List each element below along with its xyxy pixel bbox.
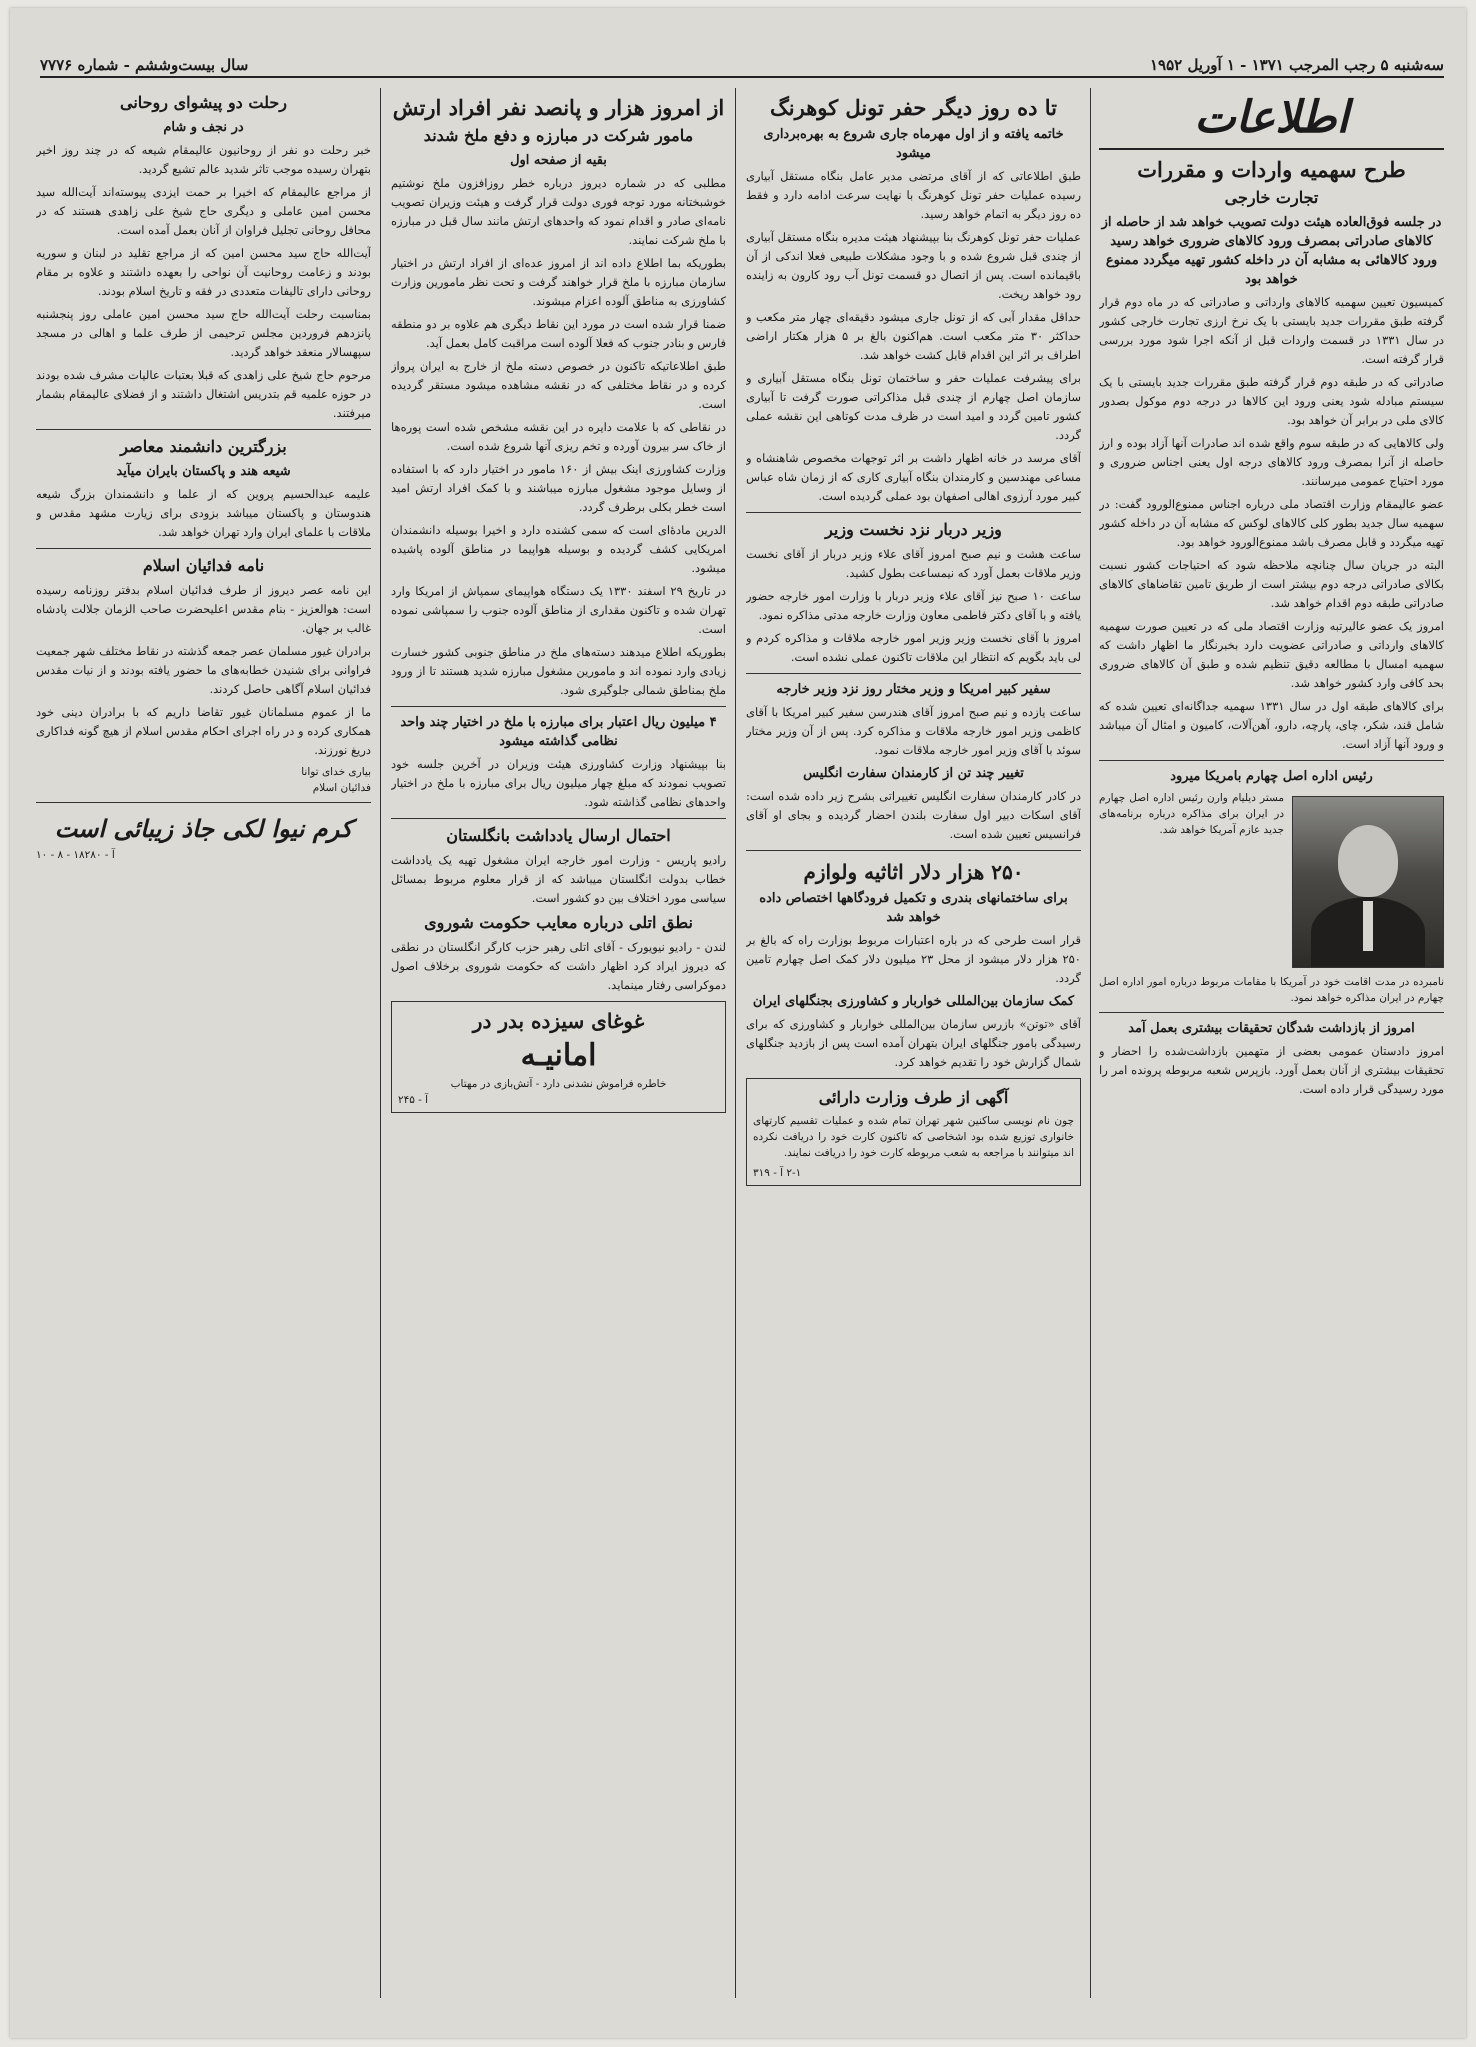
notice-body: چون نام نویسی ساکنین شهر تهران تمام شده و عملیات تقسیم کارتهای خانواری توزیع شده بود اشخاصی که تاکنون کارت خود را دریافت نکرده اند میتوانند با مراجعه به شعب مربوطه کارت خود را دریافت نمایند. <box>753 1115 1074 1159</box>
fadaiyan-paragraph: این نامه عصر دیروز از طرف فدائیان اسلام بدفتر روزنامه رسیده است: هوالعزیز - بنام مقدس اعلیحضرت صاحب الزمان جلالت پادشاه غالب بر جهان. <box>36 583 371 635</box>
lead-paragraph: البته در جریان سال چنانچه ملاحظه شود که احتیاجات کشور نسبت بکالای صادراتی درجه دوم بیشتر است از طریق تامین تقاضاهای کالاهای صادراتی طبقه دوم اقدام خواهد شد. <box>1099 558 1444 610</box>
notice-title: آگهی از طرف وزارت دارائی <box>818 1088 1009 1107</box>
attlee-headline: نطق اتلی درباره معایب حکومت شوروی <box>424 913 693 932</box>
advert-code: آ - ۲۴۵ <box>398 1094 429 1106</box>
portrait-photo <box>1292 796 1444 968</box>
lead-subhead: تجارت خارجی <box>1224 188 1319 207</box>
cream-advert: کرم نیوا لکی جاذ زیبائی است <box>54 814 353 843</box>
credit-headline: ۴ میلیون ریال اعتبار برای مبارزه با ملخ در اختیار چند واحد نظامی گذاشته میشود <box>400 715 717 749</box>
fadaiyan-headline: نامه فدائیان اسلام <box>142 556 265 575</box>
masthead <box>40 54 1444 78</box>
locust-paragraph: طبق اطلاعاتیکه تاکنون در خصوص دسته ملخ از خارج به ایران پرواز کرده و در نقاط مختلفی که در نقشه مشاهده میشود مستقر گردیده است. <box>391 359 726 411</box>
scholar-paragraph: علیمه عبدالحسیم پروین که از علما و دانشمندان بزرگ شیعه هندوستان و پاکستان میباشد بزودی برای زیارت مشهد مقدس و ملاقات با علمای ایران وارد تهران خواهد شد. <box>36 487 371 539</box>
clergy-paragraph: بمناسبت رحلت آیت‌الله حاج سید محسن امین عاملی روز پنجشنبه پانزدهم فروردین مجلس ترحیمی از طرف علما و اهالی در مسجد سپهسالار منعقد خواهد گردید. <box>36 307 371 359</box>
ambassador-paragraph: ساعت یازده و نیم صبح امروز آقای هندرسن سفیر کبیر امریکا با آقای کاظمی وزیر امور خارجه ملاقات و مذاکره کرد. پس از آن وزیر مختار سوئد با آقای وزیر امور خارجه ملاقات نمود. <box>746 705 1081 757</box>
tunnel-paragraph: آقای مرسد در خانه اظهار داشت بر اثر توجهات مخصوص شاهنشاه و مساعی مهندسین و کارمندان بنگاه آبیاری کاری که از زمان شاه عباس کبیر مورد آرزوی اهالی اصفهان بود عملی گردیده است. <box>746 451 1081 503</box>
locust-paragraph: بطوریکه اطلاع میدهند دسته‌های ملخ در مناطق جنوبی کشور خسارت زیادی وارد نموده اند و مامورین مشغول مبارزه شدید هستند تا از ورود ملخ بمناطق شمالی جلوگیری شود. <box>391 645 726 697</box>
tunnel-paragraph: عملیات حفر تونل کوهرنگ بنا بپیشنهاد هیئت مدیره بنگاه مستقل آبیاری از چندی قبل شروع شده و با وجود مشکلات طبیعی فعلا اندکی از آن باقیمانده است. پس از اتصال دو قسمت تونل آب رود کارون به زاینده رود خواهد ریخت. <box>746 230 1081 301</box>
locust-paragraph: ضمنا قرار شده است در مورد این نقاط دیگری هم علاوه بر دو منطقه فارس و بنادر جنوب که فعلا آلوده است مراقبت کامل بعمل آید. <box>391 317 726 350</box>
locust-paragraph: الدرین مادهٔ‌ای است که سمی کشنده دارد و اخیرا بوسیله دانشمندان امریکایی کشف گردیده و بوسیله هواپیما در مناطق آلوده پاشیده میشود. <box>391 523 726 575</box>
advert-footer: خاطره فراموش نشدنی دارد - آتش‌بازی در مهتاب <box>450 1078 667 1090</box>
memo-headline: احتمال ارسال یادداشت بانگلستان <box>446 826 671 845</box>
aid-headline: ۲۵۰ هزار دلار اثاثیه ولوازم <box>803 860 1024 884</box>
advert-headline: غوغای سیزده بدر در <box>472 1009 645 1033</box>
clergy-paragraph: خبر رحلت دو نفر از روحانیون عالیمقام شیعه که در چند روز اخیر بتهران رسیده موجب تاثر شدید عالم تشیع گردید. <box>36 143 371 176</box>
notice-code: ۲-۱ آ - ۳۱۹ <box>753 1167 802 1179</box>
column-clergy <box>36 88 371 2018</box>
fao-headline: کمک سازمان بین‌المللی خواربار و کشاورزی بجنگلهای ایران <box>752 994 1075 1009</box>
aid-subhead: برای ساختمانهای بندری و تکمیل فرودگاهها اختصاص داده خواهد شد <box>759 891 1068 925</box>
detention-headline: امروز از بازداشت شدگان تحقیقات بیشتری بعمل آمد <box>1128 1021 1415 1036</box>
photo-story-headline: رئیس اداره اصل چهارم بامریکا میرود <box>1170 769 1373 784</box>
amaniyeh-advert <box>391 1001 726 1113</box>
locust-continued: بقیه از صفحه اول <box>510 153 607 168</box>
finance-ministry-notice <box>746 1078 1081 1186</box>
locust-paragraph: بطوریکه بما اطلاع داده اند از امروز عده‌ای از افراد ارتش در اختیار سازمان مبارزه با ملخ قرار خواهند گرفت و تحت نظر مامورین وزارت کشاورزی به مناطق آلوده اعزام میشوند. <box>391 256 726 308</box>
column-locust <box>391 88 726 2018</box>
tunnel-paragraph: حداقل مقدار آبی که از تونل جاری میشود دقیقه‌ای چهار متر مکعب و حداکثر ۳۰ متر مکعب است. هم‌اکنون بالغ بر ۵ هزار هکتار اراضی اطراف بر اثر این اقدام قابل کشت خواهد شد. <box>746 310 1081 362</box>
cream-advert-code: آ - ۱۸۲۸۰ - ۸ - ۱۰ <box>36 849 115 861</box>
masthead-issue: سال بیست‌وششم - شماره ۷۷۷۶ <box>40 56 249 74</box>
column-lead-story <box>1099 88 1444 2018</box>
lead-paragraph: عضو عالیمقام وزارت اقتصاد ملی درباره اجناس ممنوع‌الورود گفت: در سهمیه سال جدید بطور کلی کالاهای لوکس که مشابه آن در داخله کشور تهیه میگردد و قابل مصرف باشد ممنوع‌الورود خواهد بود. <box>1099 497 1444 549</box>
scholar-headline: بزرگترین دانشمند معاصر <box>120 437 287 456</box>
locust-headline: از امروز هزار و پانصد نفر افراد ارتش <box>392 95 725 120</box>
credit-paragraph: بنا بپیشنهاد وزارت کشاورزی هیئت وزیران در آخرین جلسه خود تصویب نمودند که مبلغ چهار میلیون ریال برای مبارزه با ملخ در اختیار واحدهای نظامی گذاشته شود. <box>391 757 726 809</box>
tunnel-paragraph: برای پیشرفت عملیات حفر و ساختمان تونل بنگاه مستقل آبیاری و سازمان اصل چهارم از چندی قبل مذاکراتی صورت گرفت تا آبیاری کشور تامین گردد و امید است در ظرف مدت کوتاهی این نقشه عملی گردد. <box>746 371 1081 442</box>
locust-paragraph: در نقاطی که با علامت دایره در این نقشه مشخص شده است پوره‌ها از خاک سر بیرون آورده و تخم ریزی آنها شروع شده است. <box>391 420 726 453</box>
advert-venue: امانیـه <box>520 1038 597 1073</box>
court-minister-headline: وزیر دربار نزد نخست وزیر <box>825 520 1002 539</box>
clergy-paragraph: از مراجع عالیمقام که اخیرا بر حمت ایزدی پیوسته‌اند آیت‌الله سید محسن امین عاملی و دیگری حاج شیخ علی زاهدی هستند که در محافل روحانی تجلیل فراوان از آنان بعمل آمده است. <box>36 185 371 237</box>
locust-paragraph: وزارت کشاورزی اینک بیش از ۱۶۰ مامور در اختیار دارد که با استفاده از وسایل موجود مشغول مبارزه میباشند و با کمک افراد ارتش امید است خطر بکلی برطرف گردد. <box>391 462 726 514</box>
logo-block <box>1099 88 1444 150</box>
column-tunnel <box>746 88 1081 2018</box>
court-minister-paragraph: امروز با آقای نخست وزیر وزیر امور خارجه ملاقات و مذاکره کردم و لی باید بگویم که انتظار این ملاقات تاکنون عملی نشده است. <box>746 631 1081 664</box>
lead-deck: در جلسه فوق‌العاده هیئت دولت تصویب خواهد شد از حاصله از کالاهای صادراتی بمصرف ورود کالاهای ضروری خواهد رسید ورود کالاهائی به مشابه آن در داخله کشور تهیه میگردد ممنوع خواهد بود <box>1101 215 1442 287</box>
fadaiyan-signature: فدائیان اسلام <box>312 782 371 794</box>
newspaper-page <box>10 8 1466 2038</box>
photo-caption: مستر دیلیام وارن رئیس اداره اصل چهارم در ایران برای مذاکره درباره برنامه‌های جدید عازم آمریکا خواهد شد. <box>1099 792 1284 836</box>
lead-paragraph: کمیسیون تعیین سهمیه کالاهای وارداتی و صادراتی که در ماه دوم قرار گرفته طبق مقررات جدید بایستی با یک نرخ ارزی تجارت خارجی کشور در سال ۱۳۳۱ در قسمت واردات قبل از آنکه اجرا شود مورد بررسی قرار گرفته است. <box>1099 295 1444 366</box>
court-minister-paragraph: ساعت ۱۰ صبح نیز آقای علاء وزیر دربار با وزارت امور خارجه حضور یافته و با آقای دکتر فاطمی معاون وزارت خارجه مدتی مذاکره نمود. <box>746 589 1081 622</box>
detention-paragraph: امروز دادستان عمومی بعضی از متهمین بازداشت‌شده را احضار و تحقیقات بیشتری از آنان بعمل آورد. بازپرس شعبه مربوطه پرونده امر را مورد رسیدگی قرار داده است. <box>1099 1044 1444 1096</box>
locust-paragraph: مطلبی که در شماره دیروز درباره خطر روزافزون ملخ نوشتیم خوشبختانه مورد توجه فوری دولت قرار گرفت و هیئت وزیران تصویب نامه‌ای صادر و اقدام نمود که واحدهای ارتش مانند سال قبل در مبارزه با ملخ شرکت نمایند. <box>391 176 726 247</box>
tunnel-headline: تا ده روز دیگر حفر تونل کوهرنگ <box>769 95 1058 120</box>
locust-subhead: مامور شرکت در مبارزه و دفع ملخ شدند <box>423 126 694 145</box>
court-minister-paragraph: ساعت هشت و نیم صبح امروز آقای علاء وزیر دربار از آقای نخست وزیر ملاقات بعمل آورد که نیمساعت بطول کشید. <box>746 547 1081 580</box>
fadaiyan-paragraph: برادران غیور مسلمان عصر جمعه گذشته در نقاط مختلف شهر جمعیت فراوانی برای شنیدن خطابه‌های ما حضور یافته بودند و از نیات مقدس فدائیان اسلام آگاهی حاصل کردند. <box>36 644 371 696</box>
lead-paragraph: امروز یک عضو عالیرتبه وزارت اقتصاد ملی که در تعیین صورت سهمیه کالاهای وارداتی و صادراتی عضویت دارد بخبرنگار ما اظهار داشت که سهمیه امسال با مطالعه دقیق تنظیم شده و طبق آن کالاهای ضروری بحد کافی وارد کشور خواهد شد. <box>1099 619 1444 690</box>
fadaiyan-sign-line: بیاری خدای توانا <box>301 766 371 778</box>
clergy-paragraph: مرحوم حاج شیخ علی زاهدی که قبلا بعتبات عالیات مشرف شده بودند در حوزه علمیه قم بتدریس اشتغال داشتند و از فضلای عالیمقام بشمار میرفتند. <box>36 368 371 420</box>
lead-paragraph: برای کالاهای طبقه اول در سال ۱۳۳۱ سهمیه جداگانه‌ای تعیین شده که شامل قند، شکر، چای، پارچه، دارو، آهن‌آلات، کامیون و امثال آن میباشد و ورود آنها آزاد است. <box>1099 699 1444 751</box>
embassy-paragraph: در کادر کارمندان سفارت انگلیس تغییراتی بشرح زیر داده شده است: آقای اسکات دبیر اول سفارت بلندن احضار گردیده و بجای او آقای فرانسیس تعیین شده است. <box>746 789 1081 841</box>
clergy-paragraph: آیت‌الله حاج سید محسن امین که از مراجع تقلید در لبنان و سوریه بودند و زعامت روحانیت آن نواحی را بعهده داشتند و علاوه بر مقام روحانی دارای تالیفات متعددی در فقه و تاریخ اسلام بودند. <box>36 246 371 298</box>
lead-headline: طرح سهمیه واردات و مقررات <box>1137 157 1406 182</box>
tunnel-subhead: خاتمه یافته و از اول مهرماه جاری شروع به بهره‌برداری میشود <box>763 127 1064 161</box>
embassy-headline: تغییر چند تن از کارمندان سفارت انگلیس <box>803 766 1024 781</box>
memo-paragraph: رادیو پاریس - وزارت امور خارجه ایران مشغول تهیه یک یادداشت خطاب بدولت انگلستان میباشد که از قرار معلوم مربوط بمسائل سیاسی مورد اختلاف بین دو کشور است. <box>391 853 726 905</box>
attlee-paragraph: لندن - رادیو نیویورک - آقای اتلی رهبر حزب کارگر انگلستان در نطقی که دیروز ایراد کرد اظهار داشت که حکومت شوروی برخلاف اصول دموکراسی رفتار مینماید. <box>391 940 726 992</box>
ambassador-headline: سفیر کبیر امریکا و وزیر مختار روز نزد وزیر خارجه <box>776 682 1051 697</box>
clergy-headline: رحلت دو پیشوای روحانی <box>120 93 287 112</box>
lead-paragraph: صادراتی که در طبقه دوم قرار گرفته طبق مقررات جدید بایستی با یک سیستم مبادله شود یعنی ورود این کالاها در درجه دوم موکول بصدور کالای ملی در برابر آن خواهد بود. <box>1099 375 1444 427</box>
fadaiyan-paragraph: ما از عموم مسلمانان غیور تقاضا داریم که با برادران دینی خود همکاری کرده و در راه اجرای احکام مقدس اسلام از هیچ گونه فداکاری دریغ نورزند. <box>36 705 371 757</box>
fao-paragraph: آقای «توتن» بازرس سازمان بین‌المللی خواربار و کشاورزی که برای رسیدگی بامور جنگلهای ایران بتهران آمده است پس از بازدید جنگلهای شمال گزارش خود را تقدیم خواهد کرد. <box>746 1017 1081 1069</box>
photo-story-paragraph: نامبرده در مدت اقامت خود در آمریکا با مقامات مربوط درباره امور اداره اصل چهارم در ایران مذاکره خواهد نمود. <box>1099 976 1444 1004</box>
scholar-subhead: شیعه هند و پاکستان بایران میآید <box>116 464 291 479</box>
lead-paragraph: ولی کالاهایی که در طبقه سوم واقع شده اند صادرات آنها آزاد بوده و ارز حاصله از آنرا بمصرف ورود کالاهای درجه اول یعنی اجناس ضروری و مورد احتیاج عمومی میرسانند. <box>1099 436 1444 488</box>
locust-paragraph: در تاریخ ۲۹ اسفند ۱۳۳۰ یک دستگاه هواپیمای سمپاش از امریکا وارد تهران شده و تاکنون مقداری از مناطق آلوده جنوب را سمپاشی نموده است. <box>391 584 726 636</box>
masthead-date: سه‌شنبه ۵ رجب المرجب ۱۳۷۱ - ۱ آوریل ۱۹۵۲ <box>1149 56 1444 74</box>
newspaper-logo: اطلاعات <box>1194 92 1349 143</box>
clergy-subhead: در نجف و شام <box>163 120 244 135</box>
tunnel-paragraph: طبق اطلاعاتی که از آقای مرتضی مدیر عامل بنگاه مستقل آبیاری رسیده عملیات حفر تونل کوهرنگ با نهایت سرعت ادامه دارد و فقط ده روز دیگر به اتمام خواهد رسید. <box>746 169 1081 221</box>
aid-paragraph: قرار است طرحی که در باره اعتبارات مربوط بوزارت راه که بالغ بر ۲۵۰ هزار دلار میشود از محل ۲۳ میلیون دلار کمک اصل چهارم تامین گردد. <box>746 933 1081 985</box>
